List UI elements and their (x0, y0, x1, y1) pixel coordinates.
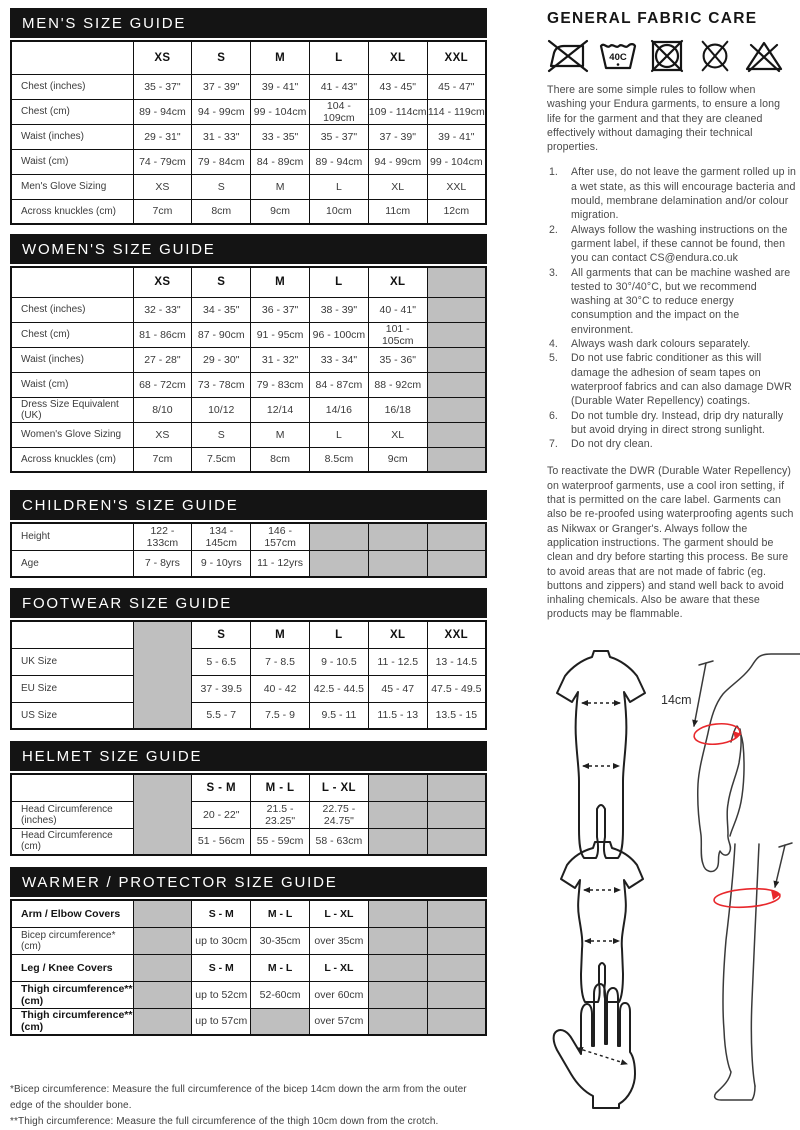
rule-text: Always follow the washing instructions on the garment label, if these cannot be found, then you can contact CS@endura.co.uk (571, 223, 788, 265)
size-value-cell: 74 - 79cm (133, 149, 192, 174)
size-value-cell: 94 - 99cm (368, 149, 427, 174)
measurement-figures (547, 630, 800, 1111)
footwear-title-bar (10, 588, 487, 618)
table-row (11, 297, 486, 322)
empty-cell (368, 900, 427, 927)
warmer-title-bar (10, 867, 487, 897)
rule-number: 1. (549, 166, 558, 179)
care-rule-item (547, 351, 797, 408)
size-value-cell: 122 - 133cm (133, 523, 192, 550)
section-footwear-size-guide (10, 588, 487, 730)
table-row (11, 801, 486, 828)
size-value-cell: 79 - 84cm (192, 149, 251, 174)
row-label: Chest (inches) (11, 74, 133, 99)
size-column-header: L (309, 267, 368, 297)
table-row (11, 550, 486, 577)
size-value-cell: 7.5cm (192, 447, 251, 472)
empty-cell (427, 801, 486, 828)
header-label-cell (11, 621, 133, 648)
size-value-cell: 11.5 - 13 (368, 702, 427, 729)
size-column-header: S (192, 41, 251, 74)
row-label: Thigh circumference** (cm) (11, 981, 133, 1008)
section-title: CHILDREN'S SIZE GUIDE (22, 496, 239, 514)
table-row (11, 422, 486, 447)
empty-cell (427, 981, 486, 1008)
table-row (11, 675, 486, 702)
section-womens-size-guide (10, 234, 487, 473)
empty-cell (133, 981, 192, 1008)
rule-text: Do not dry clean. (571, 438, 653, 451)
table-row (11, 74, 486, 99)
size-value-cell: 7cm (133, 447, 192, 472)
size-column-header: XL (368, 41, 427, 74)
row-label: Height (11, 523, 133, 550)
size-value-cell: 99 - 104cm (251, 99, 310, 124)
empty-cell (133, 621, 192, 729)
footnote-bicep: *Bicep circumference: Measure the full circumference of the bicep 14cm down the arm from the outer edge of the shoulder bone. (10, 1084, 467, 1111)
care-rule-item (547, 337, 797, 351)
table-row (11, 900, 486, 927)
size-header-row (11, 774, 486, 801)
size-value-cell: 11cm (368, 199, 427, 224)
rule-number: 6. (549, 409, 558, 422)
size-value-cell: 43 - 45" (368, 74, 427, 99)
size-column-header: XS (133, 267, 192, 297)
size-value-cell: 11 - 12yrs (251, 550, 310, 577)
size-value-cell: 58 - 63cm (309, 828, 368, 855)
empty-cell (133, 900, 192, 927)
empty-cell (427, 372, 486, 397)
empty-cell (427, 550, 486, 577)
empty-cell (133, 774, 192, 855)
size-value-cell: 52-60cm (251, 981, 310, 1008)
rule-text: All garments that can be machine washed are tested to 30°/40°C, but we recommend washing at 30°C to reduce energy consumption and the impact on the environment. (571, 266, 791, 336)
size-value-cell: 30-35cm (251, 927, 310, 954)
size-value-cell: 45 - 47 (368, 675, 427, 702)
row-label: Bicep circumference* (cm) (11, 927, 133, 954)
size-value-cell: 14/16 (309, 397, 368, 422)
size-header-row (11, 41, 486, 74)
row-label: Waist (cm) (11, 372, 133, 397)
size-column-header: S - M (192, 774, 251, 801)
size-value-cell: 73 - 78cm (192, 372, 251, 397)
hand-measurement-figure (547, 982, 669, 1115)
section-title: MEN'S SIZE GUIDE (22, 14, 187, 32)
table-row (11, 927, 486, 954)
womens-title-bar (10, 234, 487, 264)
size-column-header: XXL (427, 621, 486, 648)
empty-cell (427, 828, 486, 855)
size-value-cell: 79 - 83cm (251, 372, 310, 397)
row-label: US Size (11, 702, 133, 729)
row-label: Chest (inches) (11, 297, 133, 322)
table-row (11, 702, 486, 729)
row-label: Head Circumference (cm) (11, 828, 133, 855)
footwear-size-table (10, 620, 487, 730)
wash-temperature-label: 40C (609, 52, 627, 63)
size-value-cell: 9cm (251, 199, 310, 224)
row-label: Head Circumference (inches) (11, 801, 133, 828)
empty-cell (427, 397, 486, 422)
section-title: WARMER / PROTECTOR SIZE GUIDE (22, 873, 338, 891)
size-value-cell: 35 - 37" (309, 124, 368, 149)
size-column-header: M (251, 41, 310, 74)
size-value-cell: 37 - 39" (192, 74, 251, 99)
size-value-cell: 5 - 6.5 (192, 648, 251, 675)
size-value-cell: 96 - 100cm (309, 322, 368, 347)
row-label: Men's Glove Sizing (11, 174, 133, 199)
size-value-cell: XS (133, 422, 192, 447)
header-label-cell (11, 774, 133, 801)
size-value-cell: 88 - 92cm (368, 372, 427, 397)
empty-cell (427, 927, 486, 954)
empty-cell (309, 550, 368, 577)
size-value-cell: S - M (192, 900, 251, 927)
size-value-cell: 114 - 119cm (427, 99, 486, 124)
table-row (11, 954, 486, 981)
wash-40c-icon (598, 38, 638, 74)
size-value-cell: 40 - 41" (368, 297, 427, 322)
table-row (11, 199, 486, 224)
rule-number: 5. (549, 352, 558, 365)
row-label: Across knuckles (cm) (11, 199, 133, 224)
rule-text: Do not use fabric conditioner as this will damage the adhesion of seam tapes on waterproof fabrics and can also damage DWR (Durable Water Repellency) coatings. (571, 352, 792, 408)
do-not-dry-clean-icon (696, 38, 734, 74)
size-column-header: M - L (251, 774, 310, 801)
section-helmet-size-guide (10, 741, 487, 856)
empty-cell (368, 550, 427, 577)
size-value-cell: 38 - 39" (309, 297, 368, 322)
size-value-cell: 27 - 28" (133, 347, 192, 372)
table-row (11, 174, 486, 199)
size-tables-column (10, 8, 487, 1130)
empty-cell (368, 801, 427, 828)
size-value-cell: 9cm (368, 447, 427, 472)
size-header-row (11, 267, 486, 297)
empty-cell (427, 774, 486, 801)
size-value-cell: 42.5 - 44.5 (309, 675, 368, 702)
size-value-cell: 37 - 39.5 (192, 675, 251, 702)
size-value-cell: 87 - 90cm (192, 322, 251, 347)
arm-measure-label: 14cm (661, 693, 692, 707)
size-value-cell: 91 - 95cm (251, 322, 310, 347)
size-value-cell: 9 - 10yrs (192, 550, 251, 577)
size-value-cell: 39 - 41" (251, 74, 310, 99)
size-value-cell: 81 - 86cm (133, 322, 192, 347)
care-rule-item (547, 165, 797, 222)
size-value-cell: S - M (192, 954, 251, 981)
size-value-cell: up to 30cm (192, 927, 251, 954)
size-value-cell: 35 - 37" (133, 74, 192, 99)
do-not-bleach-icon (743, 38, 785, 74)
table-row (11, 447, 486, 472)
size-value-cell: 7.5 - 9 (251, 702, 310, 729)
empty-cell (251, 1008, 310, 1035)
rule-number: 2. (549, 223, 558, 236)
row-label: UK Size (11, 648, 133, 675)
row-label: Chest (cm) (11, 322, 133, 347)
rule-number: 4. (549, 338, 558, 351)
size-value-cell: 39 - 41" (427, 124, 486, 149)
size-value-cell: 45 - 47" (427, 74, 486, 99)
footnote-thigh: **Thigh circumference: Measure the full circumference of the thigh 10cm down from the crotch. (10, 1116, 439, 1127)
size-value-cell: S (192, 422, 251, 447)
header-label-cell (11, 41, 133, 74)
dwr-paragraph: To reactivate the DWR (Durable Water Repellency) on waterproof garments, use a cool iron setting, if that is permitted on the care label. Garments can also be re-proofed using waterproofing agents such as Nikwax or Granger's. Always follow the application instructions. The garment should be clean and dry before starting this process. Be sure to avoid areas that are not made of fabric (eg. buttons and zippers) and stand well back to avoid inhaling chemicals. Also be aware that these products may be flammable. (547, 465, 794, 621)
rule-text: Always wash dark colours separately. (571, 338, 751, 351)
size-column-header: L - XL (309, 774, 368, 801)
table-row (11, 99, 486, 124)
size-value-cell: 20 - 22" (192, 801, 251, 828)
size-value-cell: 7 - 8yrs (133, 550, 192, 577)
table-row (11, 397, 486, 422)
size-value-cell: 109 - 114cm (368, 99, 427, 124)
size-value-cell: 35 - 36" (368, 347, 427, 372)
row-label: Chest (cm) (11, 99, 133, 124)
care-intro-paragraph: There are some simple rules to follow when washing your Endura garments, to ensure a long life for the garment and that they are cleaned effectively without damaging their technical properties. (547, 84, 781, 154)
size-value-cell: 11 - 12.5 (368, 648, 427, 675)
size-value-cell: 146 - 157cm (251, 523, 310, 550)
size-value-cell: XXL (427, 174, 486, 199)
size-value-cell: 13.5 - 15 (427, 702, 486, 729)
size-value-cell: 22.75 - 24.75" (309, 801, 368, 828)
size-value-cell: 9.5 - 11 (309, 702, 368, 729)
size-value-cell: up to 52cm (192, 981, 251, 1008)
size-column-header: L (309, 621, 368, 648)
size-value-cell: 101 - 105cm (368, 322, 427, 347)
size-value-cell: M - L (251, 954, 310, 981)
care-rule-item (547, 437, 797, 451)
size-value-cell: 68 - 72cm (133, 372, 192, 397)
size-value-cell: 7 - 8.5 (251, 648, 310, 675)
row-label: Waist (cm) (11, 149, 133, 174)
empty-cell (133, 954, 192, 981)
rule-number: 3. (549, 266, 558, 279)
empty-cell (427, 297, 486, 322)
table-row (11, 523, 486, 550)
care-rules-list (547, 165, 797, 451)
row-label: Across knuckles (cm) (11, 447, 133, 472)
size-value-cell: 8/10 (133, 397, 192, 422)
care-rule-item (547, 409, 797, 438)
size-value-cell: 51 - 56cm (192, 828, 251, 855)
row-label: Dress Size Equivalent (UK) (11, 397, 133, 422)
size-column-header: M (251, 621, 310, 648)
size-column-header: S (192, 621, 251, 648)
row-label: Thigh circumference** (cm) (11, 1008, 133, 1035)
header-label-cell (11, 267, 133, 297)
size-value-cell: 31 - 33" (192, 124, 251, 149)
table-row (11, 828, 486, 855)
care-rule-item (547, 223, 797, 266)
size-column-header: XL (368, 267, 427, 297)
mens-size-table (10, 40, 487, 225)
section-title: HELMET SIZE GUIDE (22, 747, 203, 765)
empty-cell (368, 981, 427, 1008)
row-label: Age (11, 550, 133, 577)
empty-cell (427, 1008, 486, 1035)
size-value-cell: XL (368, 422, 427, 447)
size-value-cell: XL (368, 174, 427, 199)
row-label: Waist (inches) (11, 347, 133, 372)
size-value-cell: 32 - 33" (133, 297, 192, 322)
row-label: EU Size (11, 675, 133, 702)
size-value-cell: 8cm (192, 199, 251, 224)
size-value-cell: 31 - 32" (251, 347, 310, 372)
size-value-cell: 89 - 94cm (309, 149, 368, 174)
table-row (11, 347, 486, 372)
size-value-cell: over 60cm (309, 981, 368, 1008)
size-column-header: M (251, 267, 310, 297)
size-column-header: S (192, 267, 251, 297)
size-header-row (11, 621, 486, 648)
fabric-care-title: GENERAL FABRIC CARE (547, 10, 758, 27)
size-value-cell: M (251, 174, 310, 199)
womens-size-table (10, 266, 487, 473)
size-value-cell: 8.5cm (309, 447, 368, 472)
size-value-cell: 36 - 37" (251, 297, 310, 322)
rule-number: 7. (549, 438, 558, 451)
size-value-cell: over 35cm (309, 927, 368, 954)
size-value-cell: 12/14 (251, 397, 310, 422)
helmet-title-bar (10, 741, 487, 771)
section-warmer-protector-size-guide (10, 867, 487, 1036)
row-label: Women's Glove Sizing (11, 422, 133, 447)
empty-cell (427, 954, 486, 981)
table-row (11, 648, 486, 675)
table-row (11, 1008, 486, 1035)
row-label: Leg / Knee Covers (11, 954, 133, 981)
empty-cell (368, 523, 427, 550)
size-value-cell: 10cm (309, 199, 368, 224)
size-value-cell: L - XL (309, 954, 368, 981)
size-value-cell: 33 - 35" (251, 124, 310, 149)
empty-cell (427, 267, 486, 297)
size-value-cell: 84 - 89cm (251, 149, 310, 174)
empty-cell (368, 774, 427, 801)
size-column-header: XS (133, 41, 192, 74)
rule-text: After use, do not leave the garment rolled up in a wet state, as this will encourage bacteria and mould, membrane delamination and/or colour migration. (571, 166, 797, 222)
table-row (11, 124, 486, 149)
size-value-cell: L (309, 174, 368, 199)
childrens-title-bar (10, 490, 487, 520)
empty-cell (368, 828, 427, 855)
size-value-cell: XS (133, 174, 192, 199)
size-value-cell: S (192, 174, 251, 199)
section-childrens-size-guide (10, 490, 487, 578)
helmet-size-table (10, 773, 487, 856)
size-value-cell: 16/18 (368, 397, 427, 422)
mens-title-bar (10, 8, 487, 38)
size-value-cell: 55 - 59cm (251, 828, 310, 855)
size-value-cell: M - L (251, 900, 310, 927)
size-value-cell: 13 - 14.5 (427, 648, 486, 675)
size-value-cell: 99 - 104cm (427, 149, 486, 174)
table-row (11, 149, 486, 174)
size-value-cell: 29 - 31" (133, 124, 192, 149)
table-row (11, 322, 486, 347)
size-value-cell: 47.5 - 49.5 (427, 675, 486, 702)
size-value-cell: 134 - 145cm (192, 523, 251, 550)
table-row (11, 981, 486, 1008)
empty-cell (368, 1008, 427, 1035)
size-value-cell: L - XL (309, 900, 368, 927)
care-icons-row (547, 38, 797, 74)
size-value-cell: over 57cm (309, 1008, 368, 1035)
size-value-cell: 12cm (427, 199, 486, 224)
do-not-iron-icon (547, 38, 589, 74)
empty-cell (133, 927, 192, 954)
row-label: Arm / Elbow Covers (11, 900, 133, 927)
size-column-header: L (309, 41, 368, 74)
childrens-size-table (10, 522, 487, 578)
size-value-cell: 89 - 94cm (133, 99, 192, 124)
footnotes (10, 1082, 487, 1130)
size-value-cell: M (251, 422, 310, 447)
empty-cell (309, 523, 368, 550)
empty-cell (133, 1008, 192, 1035)
size-value-cell: 29 - 30" (192, 347, 251, 372)
fabric-care-column (547, 10, 797, 707)
size-value-cell: 40 - 42 (251, 675, 310, 702)
size-value-cell: 37 - 39" (368, 124, 427, 149)
empty-cell (427, 347, 486, 372)
size-value-cell: 5.5 - 7 (192, 702, 251, 729)
empty-cell (427, 422, 486, 447)
size-value-cell: 21.5 - 23.25" (251, 801, 310, 828)
empty-cell (427, 900, 486, 927)
empty-cell (427, 322, 486, 347)
empty-cell (427, 447, 486, 472)
size-value-cell: 84 - 87cm (309, 372, 368, 397)
care-rule-item (547, 266, 797, 337)
section-title: FOOTWEAR SIZE GUIDE (22, 594, 233, 612)
size-value-cell: up to 57cm (192, 1008, 251, 1035)
size-value-cell: 33 - 34" (309, 347, 368, 372)
section-mens-size-guide (10, 8, 487, 225)
size-value-cell: 7cm (133, 199, 192, 224)
warmer-protector-size-table (10, 899, 487, 1036)
size-column-header: XL (368, 621, 427, 648)
size-value-cell: 10/12 (192, 397, 251, 422)
empty-cell (368, 954, 427, 981)
size-value-cell: 9 - 10.5 (309, 648, 368, 675)
do-not-tumble-dry-icon (647, 38, 687, 74)
size-value-cell: 34 - 35" (192, 297, 251, 322)
table-row (11, 372, 486, 397)
row-label: Waist (inches) (11, 124, 133, 149)
leg-measurement-figure (695, 840, 800, 1115)
size-value-cell: 104 - 109cm (309, 99, 368, 124)
size-value-cell: 41 - 43" (309, 74, 368, 99)
rule-text: Do not tumble dry. Instead, drip dry naturally but avoid drying in direct strong sunlight. (571, 409, 784, 436)
size-value-cell: L (309, 422, 368, 447)
empty-cell (427, 523, 486, 550)
empty-cell (368, 927, 427, 954)
size-value-cell: 94 - 99cm (192, 99, 251, 124)
size-column-header: XXL (427, 41, 486, 74)
section-title: WOMEN'S SIZE GUIDE (22, 240, 216, 258)
size-value-cell: 8cm (251, 447, 310, 472)
